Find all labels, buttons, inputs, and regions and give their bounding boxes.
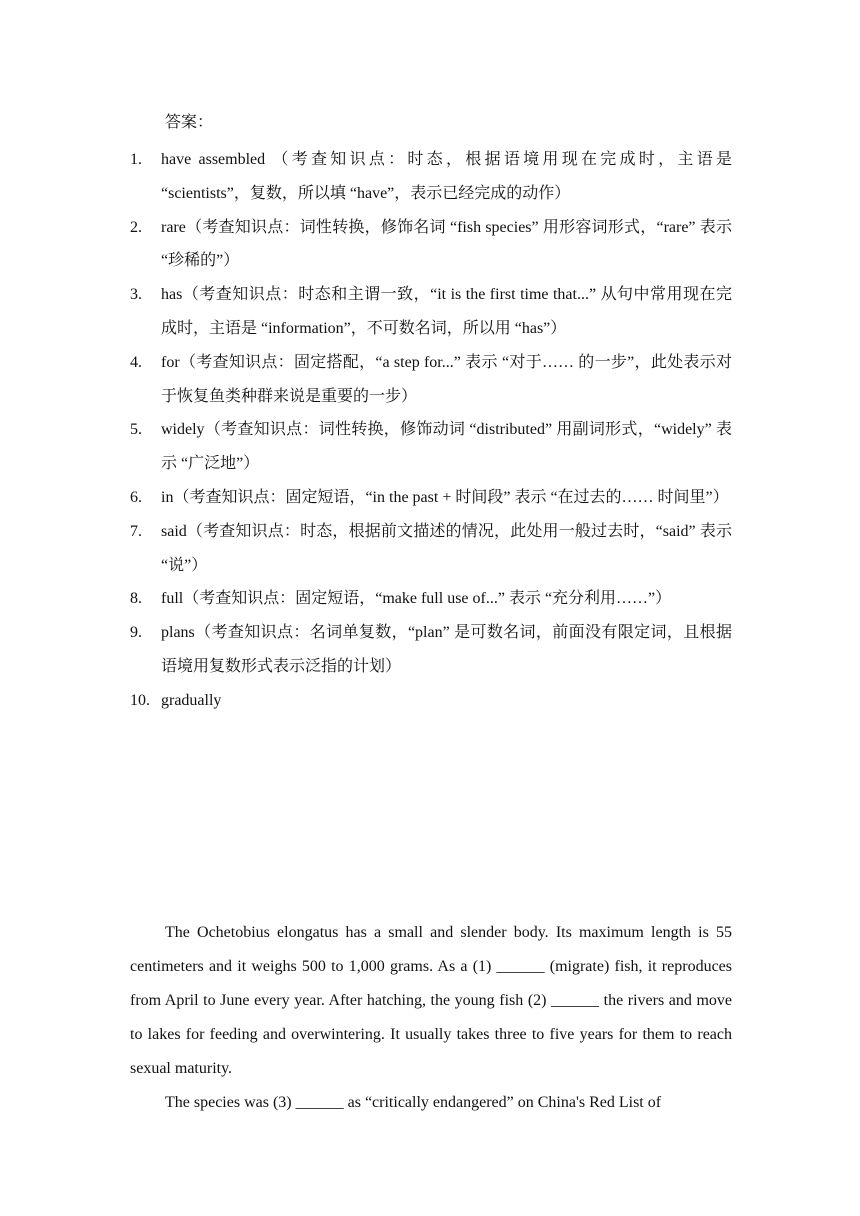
answer-item xyxy=(130,481,732,515)
answer-number: 8. xyxy=(130,590,142,608)
passage-paragraph: The Ochetobius elongatus has a small and slender body. Its maximum length is 55 centimeters and it weighs 500 to 1,000 grams. As a (1) ______ (migrate) fish, it reproduces from April to June every year. After hatching, the young fish (2) ______ the rivers and move to lakes for feeding and overwintering. It usually takes three to five years for them to reach sexual maturity. xyxy=(130,924,732,1077)
passage-paragraph: The species was (3) ______ as “critically endangered” on China's Red List of xyxy=(165,1094,662,1111)
answer-text: plans（考查知识点：名词单复数，“plan” 是可数名词，前面没有限定词，且根据语境用复数形式表示泛指的计划） xyxy=(161,624,732,675)
reading-passage xyxy=(130,916,732,1120)
answer-item xyxy=(130,278,732,346)
answer-heading: 答案： xyxy=(165,114,214,131)
answer-number: 5. xyxy=(130,421,142,439)
answer-number: 10. xyxy=(130,691,150,709)
answer-item xyxy=(130,582,732,616)
answer-list xyxy=(130,143,732,718)
answer-text: said（考查知识点：时态，根据前文描述的情况，此处用一般过去时，“said” 表示 “说”） xyxy=(161,522,732,574)
answer-item xyxy=(130,616,732,684)
answer-text: widely（考查知识点：词性转换，修饰动词 “distributed” 用副词形式，“widely” 表示 “广泛地”） xyxy=(161,421,732,473)
answer-text: in（考查知识点：固定短语，“in the past + 时间段” 表示 “在过去的…… 时间里”） xyxy=(161,488,729,506)
answer-text: rare（考查知识点：词性转换，修饰名词 “fish species” 用形容词形式，“rare” 表示 “珍稀的”） xyxy=(161,218,732,270)
answer-number: 3. xyxy=(130,286,142,304)
answer-number: 9. xyxy=(130,624,142,642)
answer-text: have assembled （考查知识点：时态，根据语境用现在完成时，主语是 “scientists”，复数，所以填 “have”，表示已经完成的动作） xyxy=(161,151,732,202)
answer-text: full（考查知识点：固定短语，“make full use of...” 表示 “充分利用……”） xyxy=(161,590,672,608)
answer-number: 2. xyxy=(130,218,142,236)
answer-item xyxy=(130,211,732,279)
answer-item xyxy=(130,684,732,718)
answer-number: 4. xyxy=(130,353,142,371)
answer-item xyxy=(130,346,732,414)
answer-text: has（考查知识点：时态和主谓一致，“it is the first time that...” 从句中常用现在完成时，主语是 “information”，不可数名词，所以用 “has”） xyxy=(161,286,732,337)
answer-item xyxy=(130,413,732,481)
answer-item xyxy=(130,515,732,583)
answer-item xyxy=(130,143,732,211)
answer-text: gradually xyxy=(161,691,222,709)
answer-number: 7. xyxy=(130,522,142,540)
answer-number: 1. xyxy=(130,151,142,168)
answer-number: 6. xyxy=(130,488,142,506)
answer-text: for（考查知识点：固定搭配，“a step for...” 表示 “对于…… 的一步”，此处表示对于恢复鱼类种群来说是重要的一步） xyxy=(161,353,732,405)
